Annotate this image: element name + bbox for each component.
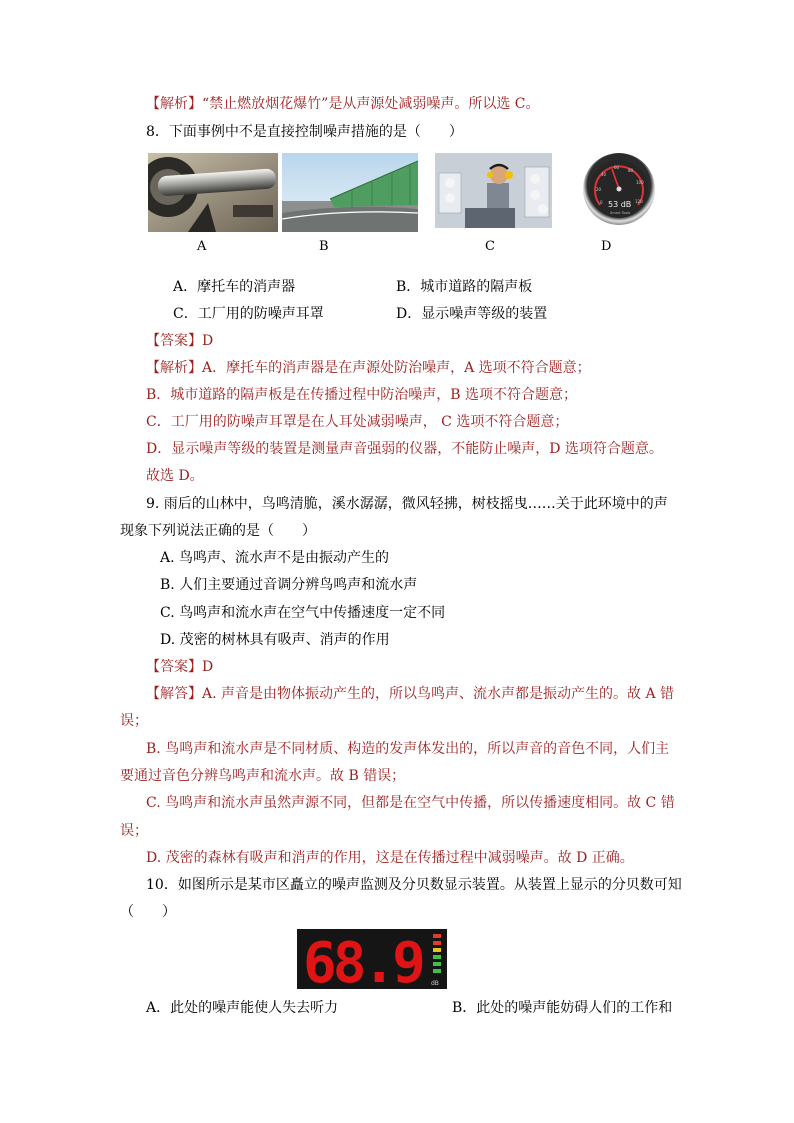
analysis-tag: 【解析】 — [146, 96, 202, 112]
image-label-b: B — [319, 239, 329, 254]
q9-option-d: D. 茂密的树林具有吸声、消声的作用 — [160, 632, 390, 648]
answer-value: D — [202, 659, 214, 675]
q9-explain-line: 要通过音色分辨鸟鸣声和流水声。故 B 错误； — [120, 768, 406, 784]
gauge-tick-label: 0 — [600, 200, 603, 205]
q9-explain-line: 误； — [120, 713, 148, 729]
road-sound-barrier-image — [282, 153, 418, 232]
gauge-tick-label: 120 — [635, 199, 643, 204]
answer-tag: 【答案】 — [146, 659, 202, 675]
q10-option-a: A．此处的噪声能使人失去听力 — [146, 1000, 339, 1016]
factory-ear-muffs-image — [435, 153, 552, 228]
analysis-text: “禁止燃放烟花爆竹”是从声源处减弱噪声。所以选 C。 — [202, 96, 540, 112]
q9-option-a: A. 鸟鸣声、流水声不是由振动产生的 — [160, 550, 390, 566]
noise-monitor-display — [297, 929, 447, 989]
q8-stem: 8．下面事例中不是直接控制噪声措施的是（ ） — [146, 124, 463, 140]
q8-option-d: D．显示噪声等级的装置 — [396, 306, 548, 322]
gauge-readout: 53 dB — [608, 200, 632, 209]
q8-analysis-line: B．城市道路的隔声板是在传播过程中防治噪声，B 选项不符合题意； — [146, 387, 578, 403]
level-bar — [433, 955, 441, 959]
q8-option-b: B．城市道路的隔声板 — [396, 279, 533, 295]
decibel-unit: dB — [431, 980, 439, 987]
image-label-d: D — [601, 239, 612, 254]
answer-value: D — [202, 333, 214, 349]
decibel-gauge-image — [578, 151, 660, 229]
q10-option-b: B．此处的噪声能妨碍人们的工作和 — [452, 1000, 673, 1016]
q9-option-b: B. 人们主要通过音调分辨鸟鸣声和流水声 — [160, 577, 418, 593]
q8-option-c: C．工厂用的防噪声耳罩 — [173, 306, 324, 322]
q9-explain-line: C. 鸟鸣声和流水声虽然声源不同，但都是在空气中传播，所以传播速度相同。故 C 错 — [146, 795, 675, 811]
explain-tag: 【解答】 — [146, 686, 202, 702]
gauge-tick-label: 100 — [636, 180, 644, 185]
q7-analysis — [146, 94, 539, 114]
q8-analysis-line: 故选 D。 — [146, 468, 204, 484]
q9-explain-line: B. 鸟鸣声和流水声是不同材质、构造的发声体发出的，所以声音的音色不同，人们主 — [146, 741, 670, 757]
level-bar — [433, 941, 441, 945]
q10-stem-line: （ ） — [120, 904, 176, 920]
gauge-tick-label: 40 — [601, 172, 607, 177]
gauge-brand: Smart Tools — [610, 211, 631, 215]
gauge-tick-label: 80 — [628, 168, 634, 173]
level-bar — [433, 962, 441, 966]
q8-option-a: A．摩托车的消声器 — [173, 279, 296, 295]
motorcycle-muffler-image — [148, 153, 278, 232]
q9-explain-line: 误； — [120, 823, 148, 839]
decibel-value: 68.9 — [303, 931, 422, 989]
answer-tag: 【答案】 — [146, 333, 202, 349]
level-bar — [433, 969, 441, 973]
q8-analysis-line: C．工厂用的防噪声耳罩是在人耳处减弱噪声， C 选项不符合题意； — [146, 414, 569, 430]
analysis-tag: 【解析】 — [146, 360, 202, 376]
q9-option-c: C. 鸟鸣声和流水声在空气中传播速度一定不同 — [160, 605, 446, 621]
q9-answer — [146, 657, 213, 677]
q8-answer — [146, 331, 213, 351]
gauge-tick-label: 60 — [614, 165, 620, 170]
q9-stem-line: 现象下列说法正确的是（ ） — [120, 523, 316, 539]
analysis-text: A．摩托车的消声器是在声源处防治噪声，A 选项不符合题意； — [202, 360, 591, 376]
level-bar — [433, 948, 441, 952]
q8-analysis-line — [146, 358, 591, 378]
image-label-a: A — [197, 239, 207, 254]
q10-stem-line: 10．如图所示是某市区矗立的噪声监测及分贝数显示装置。从装置上显示的分贝数可知 — [146, 877, 682, 893]
q9-explain-line: D. 茂密的森林有吸声和消声的作用，这是在传播过程中减弱噪声。故 D 正确。 — [146, 850, 634, 866]
explain-text: A. 声音是由物体振动产生的，所以鸟鸣声、流水声都是振动产生的。故 A 错 — [202, 686, 675, 702]
q8-analysis-line: D．显示噪声等级的装置是测量声音强弱的仪器，不能防止噪声，D 选项符合题意。 — [146, 441, 663, 457]
q9-stem-line: 9. 雨后的山林中，鸟鸣清脆，溪水潺潺，微风轻拂，树枝摇曳……关于此环境中的声 — [146, 496, 668, 512]
image-label-c: C — [485, 239, 495, 254]
gauge-tick-label: 20 — [596, 187, 602, 192]
q9-explain-line — [146, 684, 674, 704]
level-bar — [433, 934, 441, 938]
